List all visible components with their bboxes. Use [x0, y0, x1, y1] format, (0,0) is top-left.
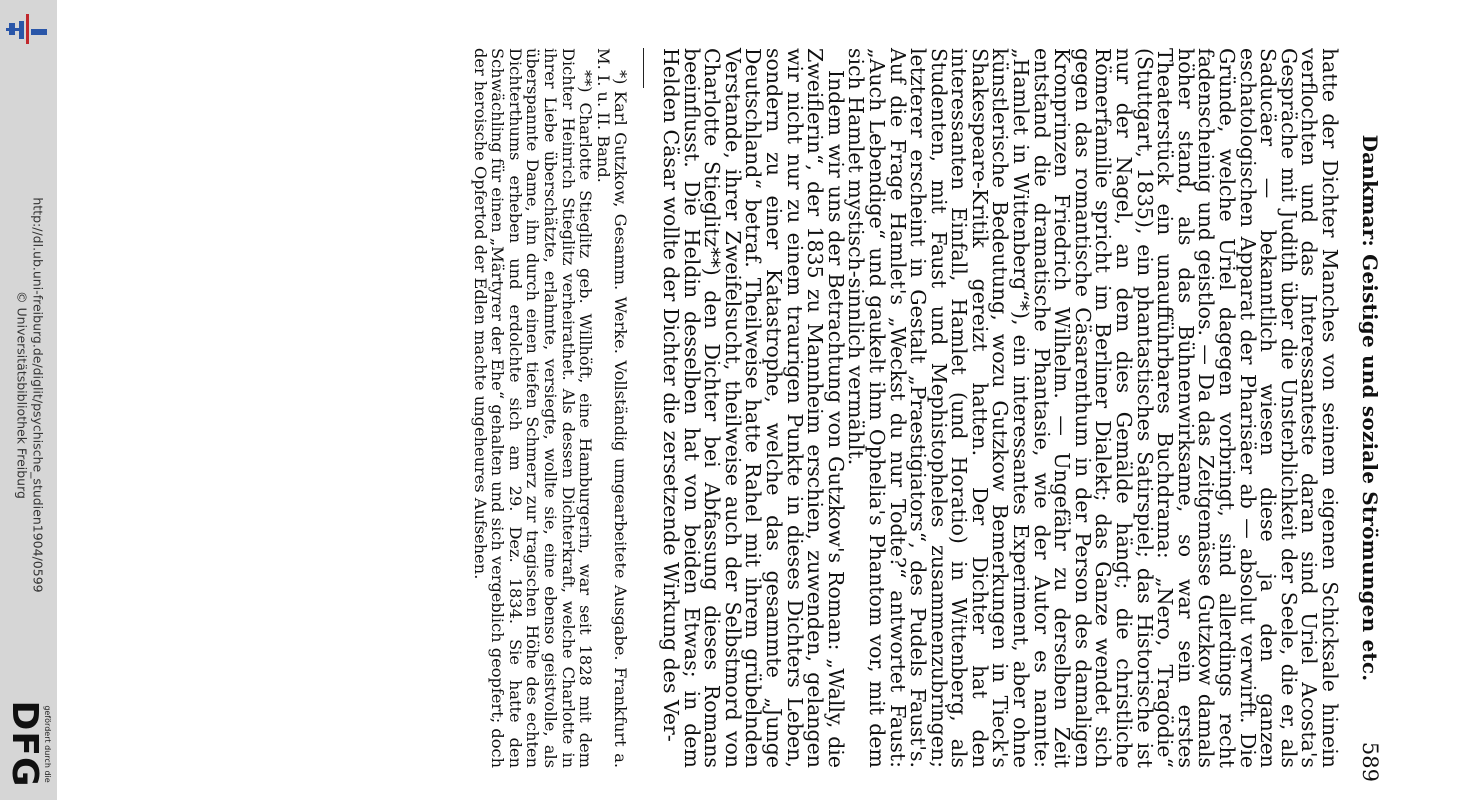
footnote-separator	[643, 48, 644, 88]
page-number: 589	[1358, 741, 1382, 782]
body-paragraph-1: hatte der Dichter Manches von seinem eigenen Schicksale hinein verflochten und das Interessanteste daran sind Uriel Acosta's Gespräche mit Judith über die Unsterblichkeit der Seele, die er, als Saducäer — bekanntlich wiesen diese ja den ganzen eschatologischen Apparat der Pharisäer ab — absolut verwirft. Die Gründe, welche Uriel dagegen vorbringt, sind allerdings recht fadenscheinig und geistlos. — Da das Zeitgemässe Gutzkow damals höher stand, als das Bühnenwirksame, so war sein erstes Theaterstück ein unaufführbares Buchdrama: „Nero, Tragödie“ (Stuttgart, 1835), ein phantastisches Satirspiel; das Historische ist nur der Nagel, an dem dies Gemälde hängt; die christliche Römerfamilie spricht im Berliner Dialekt; das Ganze wendet sich gegen das romantische Cäsarenthum in der Person des damaligen Kronprinzen Friedrich Wilhelm. — Ungefähr zu derselben Zeit entstand die dramatische Phantasie, wie der Autor es nannte: „Hamlet in Wittenberg“*), ein interessantes Experiment, aber ohne künstlerische Bedeutung, wozu Gutzkow Bemerkungen in Tieck's Shakespeare-Kritik gereizt hatten. Der Dichter hat den interessanten Einfall, Hamlet (und Horatio) in Wittenberg, als Studenten, mit Faust und Mephistopheles zusammenzubringen; letzterer erscheint in Gestalt „Praestigiators“, des Pudels Faust's. Auf die Frage Hamlet's „Weckst du nur Todte?“ antwortet Faust: „Auch Lebendige“ und gaukelt ihm Ophelia's Phantom vor, mit dem sich Hamlet mystisch-sinnlich vermählt.	[844, 48, 1342, 768]
running-title: Dankmar: Geistige und soziale Strömungen etc.	[1358, 134, 1382, 682]
page-header	[1354, 48, 1382, 782]
footnotes	[471, 48, 629, 768]
body-paragraph-2: Indem wir uns der Betrachtung von Gutzkow's Roman: „Wally, die Zweiflerin“, der 1835 zu Mannheim erschien, zuwenden, gelangen wir nicht nur zu einem traurigen Punkte in dieses Dichters Leben, sondern zu einer Katastrophe, welche das gesammte „Junge Deutschland“ betraf. Theilweise hatte Rahel mit ihrem grübelnden Verstande, ihrer Zweifelsucht, theilweise auch der Selbstmord von Charlotte Stieglitz**) den Dichter bei Abfassung dieses Romans beeinflusst. Die Heldin desselben hat von beiden Etwas; in dem Helden Cäsar wollte der Dichter die zersetzende Wirkung des Ver-	[659, 48, 848, 768]
ub-freiburg-logo-icon	[4, 8, 48, 52]
source-url[interactable]: http://dl.ub.uni-freiburg.de/diglit/psychische_studien1904/0599	[30, 197, 46, 593]
footnote-1: *) Karl Gutzkow, Gesamm. Werke. Vollständig umgearbeitete Ausgabe. Frankfurt a. M. I. u. II. Band.	[593, 48, 631, 768]
page-body	[471, 48, 1340, 768]
copyright-notice: © Universitätsbibliothek Freiburg	[14, 291, 30, 499]
footnote-2: **) Charlotte Stieglitz geb. Willhöft, eine Hamburgerin, war seit 1828 mit dem Dichter Heinrich Stieglitz verheirathet. Als dessen Dichterkraft, welche Charlotte in ihrer Liebe überschätzte, erlahmte, versiegte, wollte sie, eine ebenso geistvolle, als überspannte Dame, ihn durch einen tiefen Schmerz zur tragischen Höhe des echten Dichterthums erheben und erdolchte sich am 29. Dez. 1834. Sie hatte den Schwächling für einen „Märtyrer der Ehe“ gehalten und sich vergeblich geopfert; doch der heroische Opfertod der Edlen machte ungeheures Aufsehen.	[470, 48, 596, 768]
dfg-logo-text: DFG	[4, 700, 45, 788]
dfg-caption: gefördert durch die	[43, 705, 52, 783]
archive-sidebar	[0, 0, 57, 800]
dfg-logo	[2, 694, 56, 794]
book-page	[190, 40, 1390, 782]
